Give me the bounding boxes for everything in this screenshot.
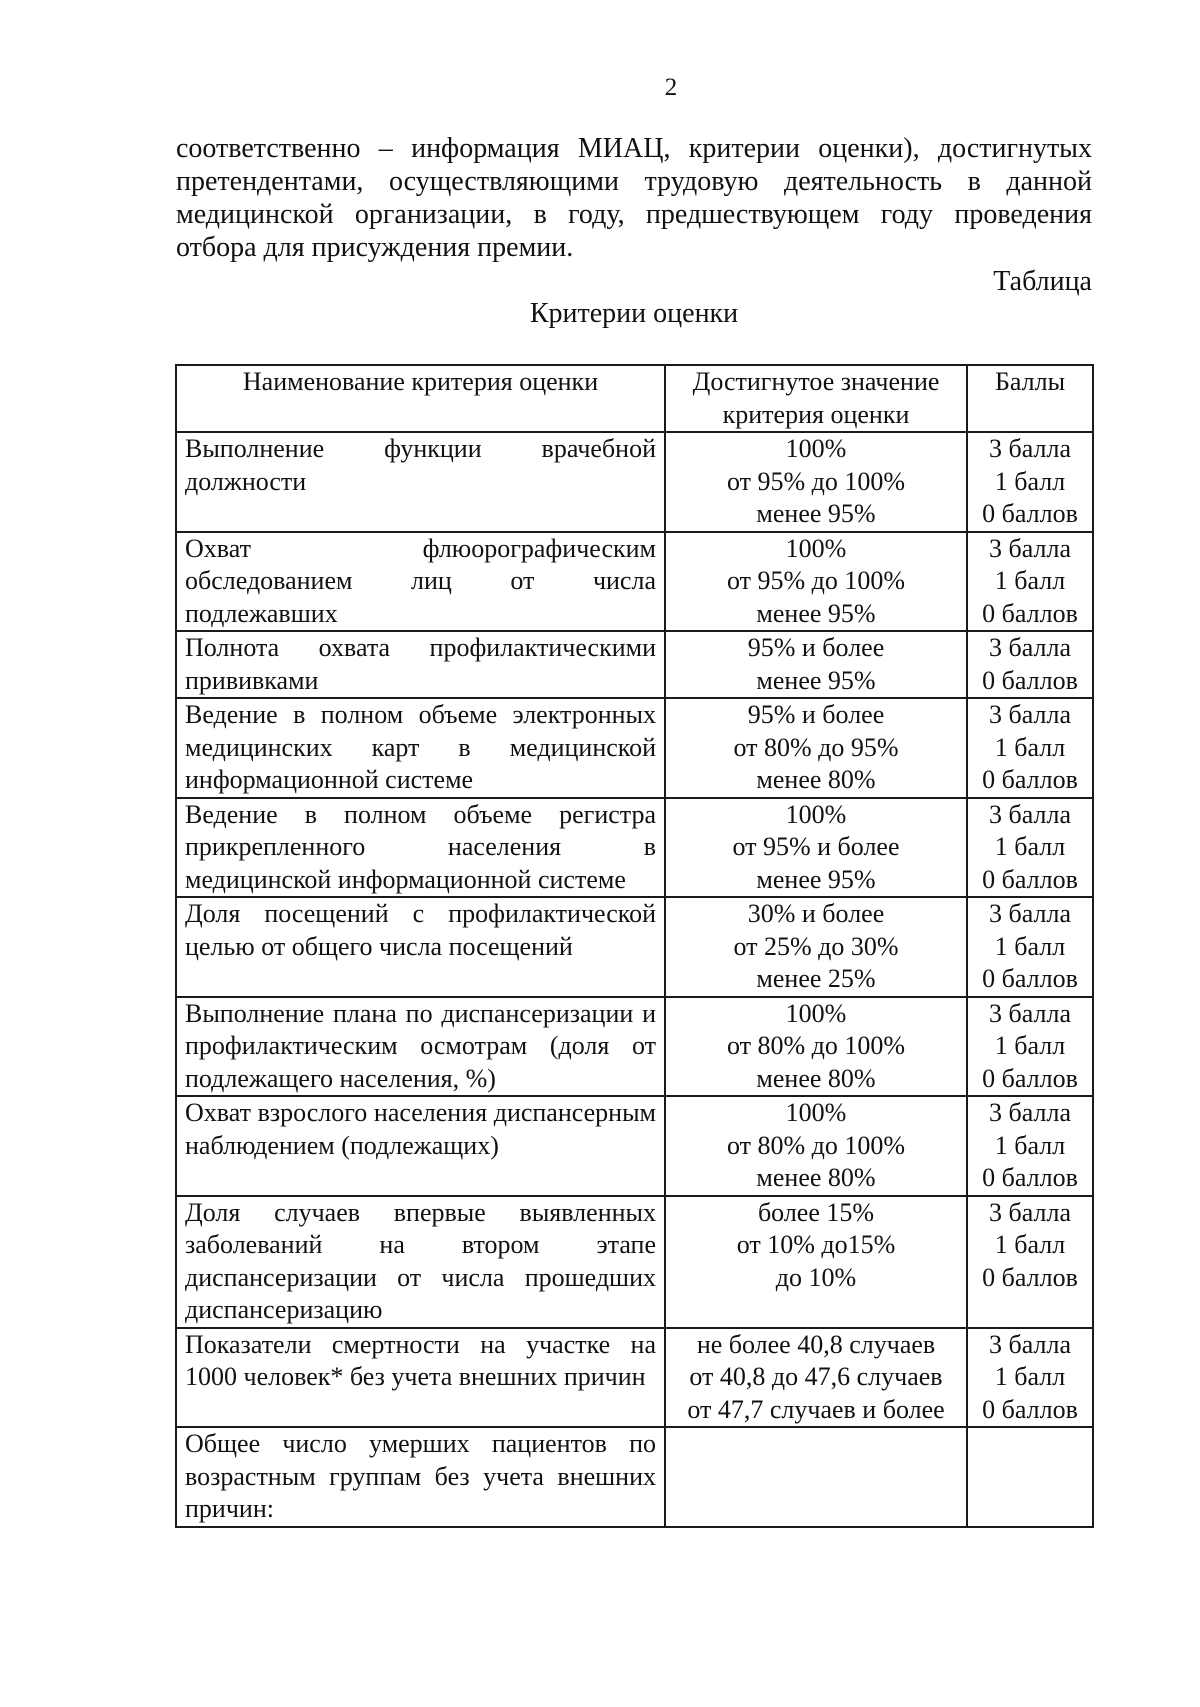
score-value: 3 балла — [989, 799, 1071, 829]
achieved-value: 95% и более — [747, 700, 885, 729]
criterion-name: Ведение в полном объеме регистра прикрепленного населения в медицинской информационной системе — [176, 798, 665, 898]
score-value: 1 балл — [994, 1130, 1066, 1160]
score-value: 0 баллов — [982, 765, 1078, 794]
achieved-value-cell — [665, 897, 967, 997]
score-cell — [967, 1196, 1093, 1328]
score-value: 1 балл — [994, 1031, 1066, 1060]
score-value: 1 балл — [994, 832, 1066, 861]
score-value: 1 балл — [994, 566, 1066, 595]
table-caption: Таблица — [993, 266, 1092, 297]
score-cell — [967, 1427, 1093, 1527]
score-value: 3 балла — [989, 700, 1071, 729]
score-value: 3 балла — [989, 998, 1071, 1028]
score-value: 1 балл — [994, 1362, 1066, 1391]
table-row — [176, 532, 1093, 632]
criterion-name: Показатели смертности на участке на 1000 человек* без учета внешних причин — [176, 1328, 665, 1428]
achieved-value: 100% — [785, 434, 847, 463]
criterion-name: Ведение в полном объеме электронных медицинских карт в медицинской информационной системе — [176, 698, 665, 798]
achieved-value: более 15% — [757, 1197, 875, 1227]
criterion-name: Выполнение функции врачебной должности — [176, 432, 665, 532]
criterion-name: Доля посещений с профилактической целью от общего числа посещений — [176, 897, 665, 997]
achieved-value: от 95% до 100% — [726, 466, 906, 496]
score-value: 0 баллов — [982, 1163, 1078, 1192]
score-value: 1 балл — [994, 931, 1066, 961]
score-value: 0 баллов — [982, 665, 1078, 695]
score-cell — [967, 997, 1093, 1097]
score-value: 0 баллов — [982, 1262, 1078, 1292]
header-achieved-value: Достигнутое значение критерия оценки — [665, 365, 967, 432]
score-value: 0 баллов — [982, 964, 1078, 993]
achieved-value-cell — [665, 1427, 967, 1527]
score-cell — [967, 532, 1093, 632]
table-row — [176, 1196, 1093, 1328]
header-score: Баллы — [967, 365, 1093, 432]
score-value: 0 баллов — [982, 499, 1078, 528]
achieved-value-cell — [665, 798, 967, 898]
score-value: 1 балл — [994, 732, 1066, 762]
score-cell — [967, 432, 1093, 532]
score-value: 3 балла — [989, 1098, 1071, 1127]
table-row — [176, 432, 1093, 532]
score-cell — [967, 1328, 1093, 1428]
score-value: 3 балла — [989, 1329, 1071, 1359]
table-row — [176, 698, 1093, 798]
score-value: 0 баллов — [982, 598, 1078, 628]
table-header-row — [176, 365, 1093, 432]
achieved-value: до 10% — [775, 1262, 857, 1292]
table-row — [176, 997, 1093, 1097]
achieved-value: от 47,7 случаев и более — [687, 1394, 945, 1424]
achieved-value: от 95% до 100% — [726, 566, 906, 595]
achieved-value: 100% — [785, 799, 847, 829]
score-value: 3 балла — [989, 533, 1071, 563]
achieved-value: менее 80% — [756, 1163, 876, 1192]
criterion-name: Охват взрослого населения диспансерным наблюдением (подлежащих) — [176, 1096, 665, 1196]
achieved-value: менее 95% — [756, 598, 876, 628]
achieved-value: от 10% до15% — [736, 1230, 896, 1259]
score-value: 3 балла — [989, 434, 1071, 463]
table-row — [176, 1096, 1093, 1196]
achieved-value-cell — [665, 532, 967, 632]
score-value: 0 баллов — [982, 864, 1078, 894]
table-row — [176, 798, 1093, 898]
achieved-value: от 80% до 100% — [726, 1130, 906, 1160]
achieved-value: 100% — [785, 1098, 847, 1127]
achieved-value-cell — [665, 432, 967, 532]
intro-paragraph: соответственно – информация МИАЦ, критерии оценки), достигнутых претендентами, осуществляющими трудовую деятельность в данной медицинской организации, в году, предшествующем году проведения отбора для присуждения премии. — [176, 133, 1092, 263]
achieved-value-cell — [665, 997, 967, 1097]
achieved-value: менее 80% — [756, 765, 876, 794]
score-value: 0 баллов — [982, 1063, 1078, 1093]
score-cell — [967, 897, 1093, 997]
achieved-value: от 95% и более — [732, 832, 900, 861]
score-cell — [967, 698, 1093, 798]
achieved-value: менее 80% — [756, 1063, 876, 1093]
score-cell — [967, 631, 1093, 698]
table-row — [176, 1328, 1093, 1428]
table-row — [176, 897, 1093, 997]
page-number: 2 — [664, 74, 678, 101]
score-value: 3 балла — [989, 1197, 1071, 1227]
achieved-value: от 25% до 30% — [733, 931, 899, 961]
achieved-value: менее 95% — [756, 499, 876, 528]
achieved-value: менее 95% — [756, 665, 876, 695]
table-title: Критерии оценки — [529, 298, 739, 329]
achieved-value: не более 40,8 случаев — [696, 1329, 936, 1359]
score-cell — [967, 798, 1093, 898]
achieved-value-cell — [665, 631, 967, 698]
achieved-value-cell — [665, 1096, 967, 1196]
criterion-name: Полнота охвата профилактическими прививками — [176, 631, 665, 698]
achieved-value-cell — [665, 1196, 967, 1328]
achieved-value: менее 25% — [756, 964, 876, 993]
achieved-value: менее 95% — [756, 864, 876, 894]
score-value: 3 балла — [989, 899, 1071, 928]
header-criterion-name: Наименование критерия оценки — [176, 365, 665, 432]
achieved-value: от 40,8 до 47,6 случаев — [689, 1362, 943, 1391]
achieved-value: 95% и более — [747, 633, 885, 662]
achieved-value: 100% — [785, 998, 847, 1028]
achieved-value-cell — [665, 1328, 967, 1428]
achieved-value: от 80% до 95% — [733, 732, 899, 762]
table-row — [176, 1427, 1093, 1527]
achieved-value: 100% — [785, 533, 847, 563]
score-value: 1 балл — [994, 1230, 1066, 1259]
criterion-name: Общее число умерших пациентов по возрастным группам без учета внешних причин: — [176, 1427, 665, 1527]
criterion-name: Охват флюорографическим обследованием лиц от числа подлежавших — [176, 532, 665, 632]
score-value: 0 баллов — [982, 1394, 1078, 1424]
criterion-name: Доля случаев впервые выявленных заболеваний на втором этапе диспансеризации от числа прошедших диспансеризацию — [176, 1196, 665, 1328]
criteria-table-body — [176, 432, 1093, 1527]
table-row — [176, 631, 1093, 698]
criterion-name: Выполнение плана по диспансеризации и профилактическим осмотрам (доля от подлежащего населения, %) — [176, 997, 665, 1097]
score-cell — [967, 1096, 1093, 1196]
achieved-value-cell — [665, 698, 967, 798]
criteria-table — [175, 364, 1094, 1528]
score-value: 1 балл — [994, 466, 1066, 496]
achieved-value: 30% и более — [747, 899, 885, 928]
score-value: 3 балла — [989, 633, 1071, 662]
achieved-value: от 80% до 100% — [726, 1031, 906, 1060]
